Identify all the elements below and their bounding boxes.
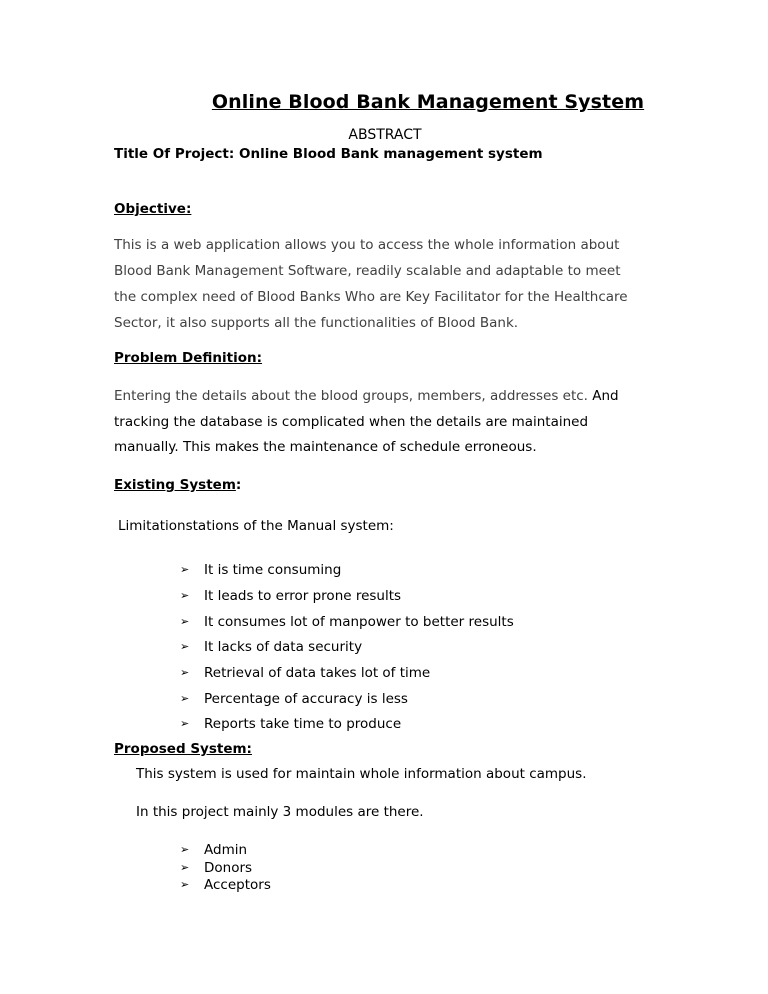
objective-line: This is a web application allows you to access the whole information about [114, 237, 620, 253]
arrow-bullet-icon: ➢ [180, 717, 190, 730]
list-item [180, 860, 252, 876]
arrow-bullet-icon: ➢ [180, 666, 190, 679]
arrow-bullet-icon: ➢ [180, 640, 190, 653]
list-item [180, 665, 430, 681]
document-title: Online Blood Bank Management System [211, 91, 645, 113]
abstract-label: ABSTRACT [348, 127, 422, 143]
problem-line: manually. This makes the maintenance of schedule erroneous. [114, 439, 537, 455]
proposed-line: This system is used for maintain whole information about campus. [136, 766, 587, 782]
list-item-text: Acceptors [204, 877, 271, 893]
project-title: Title Of Project: Online Blood Bank management system [114, 146, 543, 162]
list-item-text: Admin [204, 842, 248, 858]
list-item-text: Donors [204, 860, 253, 876]
arrow-bullet-icon: ➢ [180, 843, 190, 856]
list-item [180, 639, 362, 655]
list-item-text: It leads to error prone results [204, 588, 402, 604]
proposed-heading [114, 741, 252, 757]
problem-line [114, 388, 619, 404]
existing-heading-text: Existing System [114, 477, 236, 493]
problem-line1-main: Entering the details about the blood groups, members, addresses etc. [114, 388, 588, 404]
arrow-bullet-icon: ➢ [180, 615, 190, 628]
problem-line: tracking the database is complicated when the details are maintained [114, 414, 589, 430]
arrow-bullet-icon: ➢ [180, 692, 190, 705]
existing-intro: Limitationstations of the Manual system: [118, 518, 394, 534]
arrow-bullet-icon: ➢ [180, 563, 190, 576]
objective-line: the complex need of Blood Banks Who are Key Facilitator for the Healthcare [114, 289, 628, 305]
problem-line1-tail: And [587, 388, 619, 404]
list-item [180, 588, 401, 604]
list-item-text: Percentage of accuracy is less [204, 691, 408, 707]
list-item-text: Retrieval of data takes lot of time [204, 665, 431, 681]
arrow-bullet-icon: ➢ [180, 861, 190, 874]
objective-heading-text: Objective: [114, 201, 192, 217]
list-item-text: It is time consuming [204, 562, 342, 578]
existing-heading [114, 477, 241, 493]
list-item [180, 716, 401, 732]
list-item [180, 562, 341, 578]
proposed-heading-text: Proposed System: [114, 741, 252, 757]
proposed-line: In this project mainly 3 modules are there. [136, 804, 424, 820]
objective-heading [114, 201, 191, 217]
arrow-bullet-icon: ➢ [180, 878, 190, 891]
list-item-text: It consumes lot of manpower to better results [204, 614, 514, 630]
list-item [180, 691, 408, 707]
list-item [180, 842, 247, 858]
problem-heading-text: Problem Definition: [114, 350, 263, 366]
arrow-bullet-icon: ➢ [180, 589, 190, 602]
existing-heading-colon: : [235, 477, 242, 493]
objective-line: Blood Bank Management Software, readily scalable and adaptable to meet [114, 263, 621, 279]
problem-heading [114, 350, 262, 366]
list-item [180, 614, 514, 630]
list-item-text: It lacks of data security [204, 639, 363, 655]
objective-line: Sector, it also supports all the functionalities of Blood Bank. [114, 315, 519, 331]
list-item [180, 877, 271, 893]
list-item-text: Reports take time to produce [204, 716, 402, 732]
